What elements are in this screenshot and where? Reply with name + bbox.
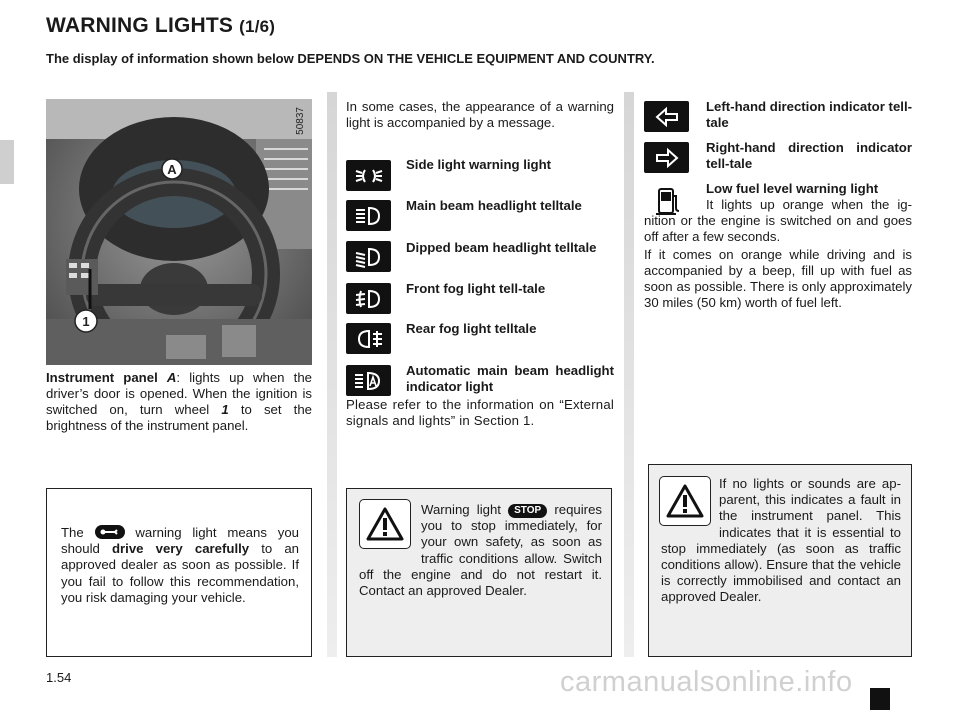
instrument-fault-text: If no lights or sounds are apparent, this indicates a fault in the instrument panel. This indicates that it is essential to stop immediately (as soon as traffic conditions allow). Ensure that the vehicle is correctly immobilised and contact an approved Dealer. — [661, 476, 901, 605]
instrument-fault-box — [648, 464, 912, 657]
dipped-beam-label: Dipped beam headlight telltale — [406, 240, 597, 255]
column-divider-2 — [624, 92, 634, 657]
page-number: 1.54 — [46, 670, 72, 685]
main-beam-icon — [346, 200, 391, 231]
external-signals-reference: Please refer to the information on “External signals and lights” in Section 1. — [346, 397, 614, 428]
service-warning-icon — [95, 525, 125, 539]
column-divider-1 — [327, 92, 337, 657]
left-indicator-icon — [644, 101, 689, 132]
main-beam-label: Main beam headlight telltale — [406, 198, 582, 213]
front-fog-icon — [346, 283, 391, 314]
auto-main-beam-label: Automatic main beam headlight indicator light — [406, 363, 614, 394]
front-fog-label: Front fog light tell-tale — [406, 281, 546, 296]
photo-reference: 50837 — [295, 107, 306, 135]
page-subtitle: The display of information shown below DEPENDS ON THE VEHICLE EQUIPMENT AND COUNTRY. — [46, 51, 655, 66]
right-indicator-label: Right-hand direction indicator tell-tale — [706, 140, 912, 171]
dipped-beam-icon — [346, 241, 391, 272]
fuel-warning-text-1: It lights up orange when the ignition or the engine is switched on and goes off after a few seconds. — [644, 197, 912, 244]
right-indicator-icon — [644, 142, 689, 173]
dashboard-photo — [46, 99, 312, 365]
middle-intro: In some cases, the appearance of a warning light is accompanied by a message. — [346, 99, 614, 130]
fuel-warning-title: Low fuel level warning light — [706, 181, 879, 196]
callout-a: A — [167, 162, 177, 177]
fuel-warning-text-2: If it comes on orange while driving and is accompanied by a beep, fill up with fuel as soon as possible. There is only approximately 30 miles (50 km) worth of fuel left. — [644, 247, 912, 310]
side-light-label: Side light warning light — [406, 157, 552, 172]
drive-carefully-box — [46, 488, 312, 657]
instrument-panel-caption: Instrument panel A: lights up when the driver’s door is opened. When the ignition is switched on, turn wheel 1 to set the brightness of the instrument panel. — [46, 370, 312, 433]
callout-1: 1 — [82, 314, 90, 329]
side-light-icon — [346, 160, 391, 191]
page-title: WARNING LIGHTS (1/6) — [46, 14, 276, 37]
drive-carefully-text: The warning light means you should drive very carefully to an approved dealer as soon as possible. If you fail to follow this recommendation, you risk damaging your vehicle. — [61, 525, 300, 605]
rear-fog-icon — [346, 323, 391, 354]
watermark: carmanualsonline.info — [560, 666, 853, 698]
page-corner-mark — [870, 688, 890, 710]
auto-main-beam-icon — [346, 365, 391, 396]
stop-warning-text: Warning light STOP requires you to stop immediately, for your own safety, as soon as traffic conditions allow. Switch off the engine and do not restart it. Contact an approved Dealer. — [359, 502, 602, 599]
left-indicator-label: Left-hand direction indicator tell-tale — [706, 99, 912, 130]
stop-badge: STOP — [508, 504, 547, 518]
stop-warning-box — [346, 488, 612, 657]
section-tab — [0, 140, 14, 184]
rear-fog-label: Rear fog light telltale — [406, 321, 537, 336]
